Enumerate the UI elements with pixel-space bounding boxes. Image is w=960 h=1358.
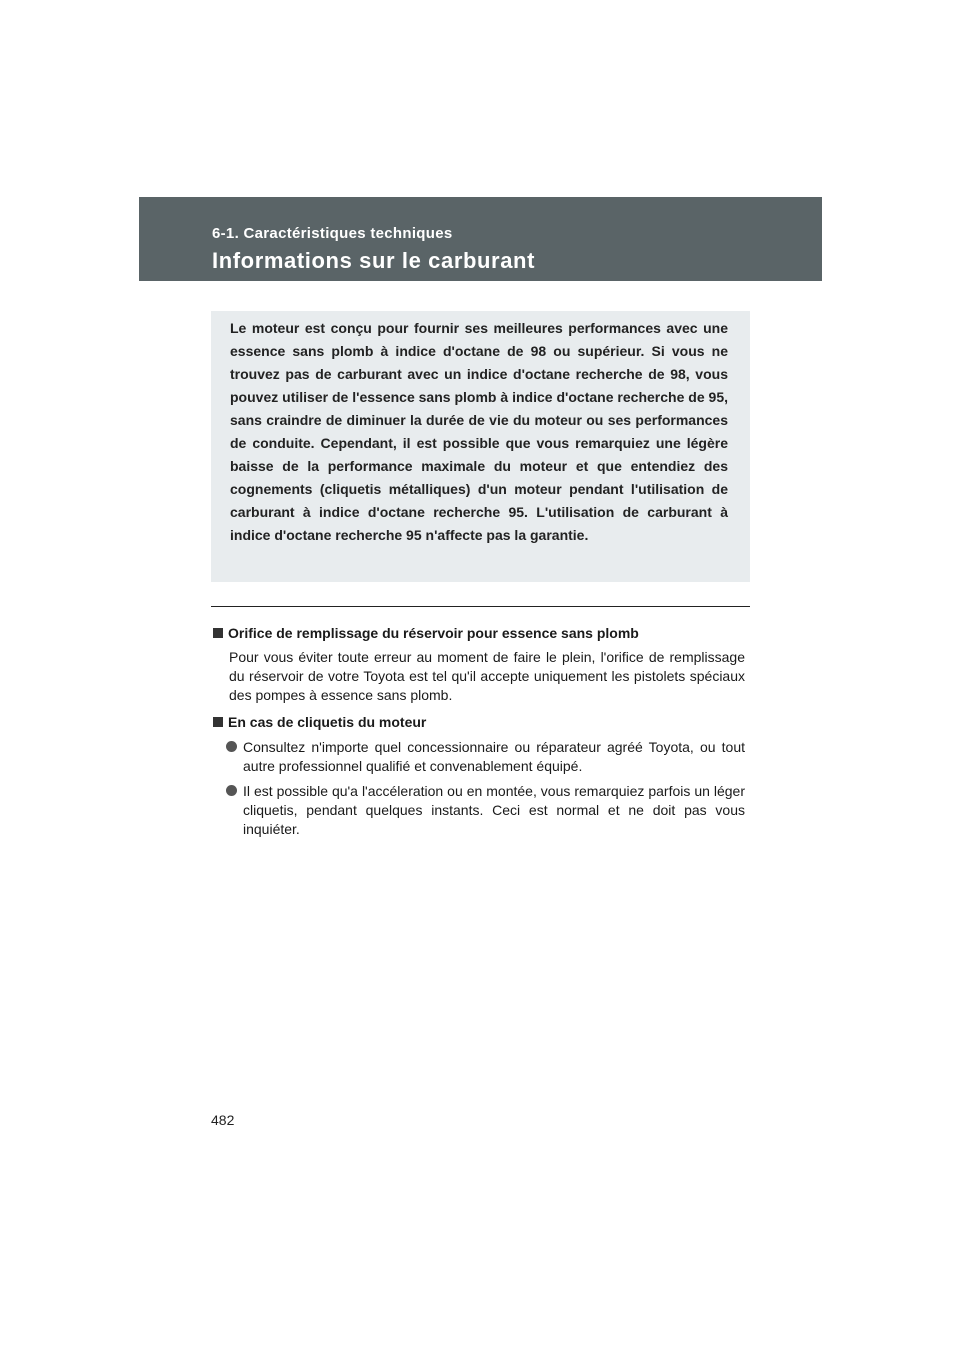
page-number: 482 bbox=[211, 1112, 235, 1128]
section-fuel-filler bbox=[213, 624, 745, 705]
section-heading bbox=[213, 713, 745, 732]
content bbox=[213, 624, 745, 847]
section-body: Pour vous éviter toute erreur au moment de faire le plein, l'orifice de remplissage du réservoir de votre Toyota est tel qu'il accepte uniquement les pistolets spéciaux des pompes à essence sans plomb. bbox=[229, 649, 745, 703]
intro-text: Le moteur est conçu pour fournir ses meilleures performances avec une essence sans plomb à indice d'octane de 98 ou supérieur. Si vous ne trouvez pas de carburant avec un indice d'octane recherche de 98, vous pouvez utiliser de l'essence sans plomb à indice d'octane recherche de 95, sans craindre de diminuer la durée de vie du moteur ou ses performances de conduite. Cependant, il est possible que vous remarquiez une légère baisse de la performance maximale du moteur et que entendiez des cognements (cliquetis métalliques) d'un moteur pendant l'utilisation de carburant à indice d'octane recherche 95. L'utilisation de carburant à indice d'octane recherche 95 n'affecte pas la garantie. bbox=[230, 320, 728, 543]
section-heading-text: Orifice de remplissage du réservoir pour essence sans plomb bbox=[228, 625, 639, 641]
list-item-text: Il est possible qu'a l'accéleration ou en montée, vous remarquiez parfois un léger cliquetis, pendant quelques instants. Ceci est normal et ne doit pas vous inquiéter. bbox=[243, 783, 745, 837]
page-title: Informations sur le carburant bbox=[212, 248, 536, 273]
round-bullet-icon bbox=[226, 741, 237, 752]
list-item bbox=[226, 782, 745, 839]
intro-box bbox=[211, 311, 750, 582]
round-bullet-icon bbox=[226, 785, 237, 796]
square-bullet-icon bbox=[213, 628, 223, 638]
list-item-text: Consultez n'importe quel concessionnaire ou réparateur agréé Toyota, ou tout autre professionnel qualifié et convenablement équipé. bbox=[243, 739, 745, 774]
divider bbox=[211, 606, 750, 607]
header-band bbox=[139, 197, 822, 281]
list-item bbox=[226, 738, 745, 776]
section-heading bbox=[213, 624, 745, 643]
square-bullet-icon bbox=[213, 717, 223, 727]
section-label: 6-1. Caractéristiques techniques bbox=[212, 225, 453, 242]
section-heading-text: En cas de cliquetis du moteur bbox=[228, 714, 427, 730]
section-engine-knock bbox=[213, 713, 745, 839]
